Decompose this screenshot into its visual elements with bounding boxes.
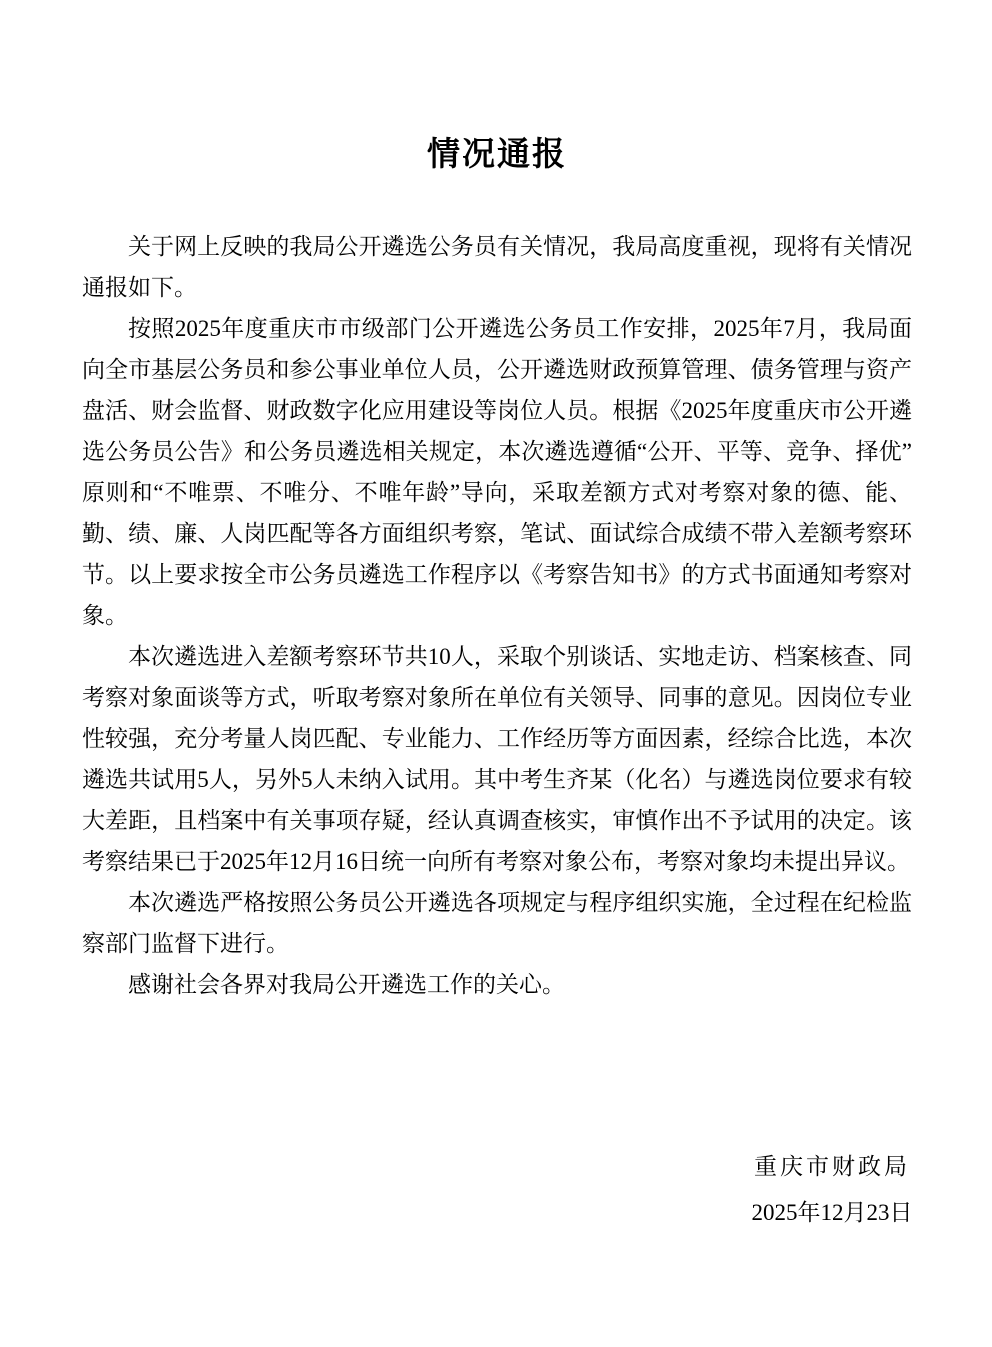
document-body [82,226,912,1005]
paragraph-selection-process: 按照2025年度重庆市市级部门公开遴选公务员工作安排，2025年7月，我局面向全市基层公务员和参公事业单位人员，公开遴选财政预算管理、债务管理与资产盘活、财会监督、财政数字化应用建设等岗位人员。根据《2025年度重庆市公开遴选公务员公告》和公务员遴选相关规定，本次遴选遵循“公开、平等、竞争、择优”原则和“不唯票、不唯分、不唯年龄”导向，采取差额方式对考察对象的德、能、勤、绩、廉、人岗匹配等各方面组织考察，笔试、面试综合成绩不带入差额考察环节。以上要求按全市公务员遴选工作程序以《考察告知书》的方式书面通知考察对象。 [82,316,912,628]
signature-date: 2025年12月23日 [751,1200,913,1225]
document-title: 情况通报 [427,137,567,173]
paragraph-inspection-result: 本次遴选进入差额考察环节共10人，采取个别谈话、实地走访、档案核查、同考察对象面谈等方式，听取考察对象所在单位有关领导、同事的意见。因岗位专业性较强，充分考量人岗匹配、专业能力、工作经历等方面因素，经综合比选，本次遴选共试用5人，另外5人未纳入试用。其中考生齐某（化名）与遴选岗位要求有较大差距，且档案中有关事项存疑，经认真调查核实，审慎作出不予试用的决定。该考察结果已于2025年12月16日统一向所有考察对象公布，考察对象均未提出异议。 [82,644,912,874]
signature-block [707,1146,957,1233]
signature-organization: 重庆市财政局 [754,1154,910,1179]
paragraph-thanks: 感谢社会各界对我局公开遴选工作的关心。 [128,972,565,997]
paragraph-supervision: 本次遴选严格按照公务员公开遴选各项规定与程序组织实施，全过程在纪检监察部门监督下进行。 [82,890,912,956]
paragraph-intro: 关于网上反映的我局公开遴选公务员有关情况，我局高度重视，现将有关情况通报如下。 [82,234,912,300]
